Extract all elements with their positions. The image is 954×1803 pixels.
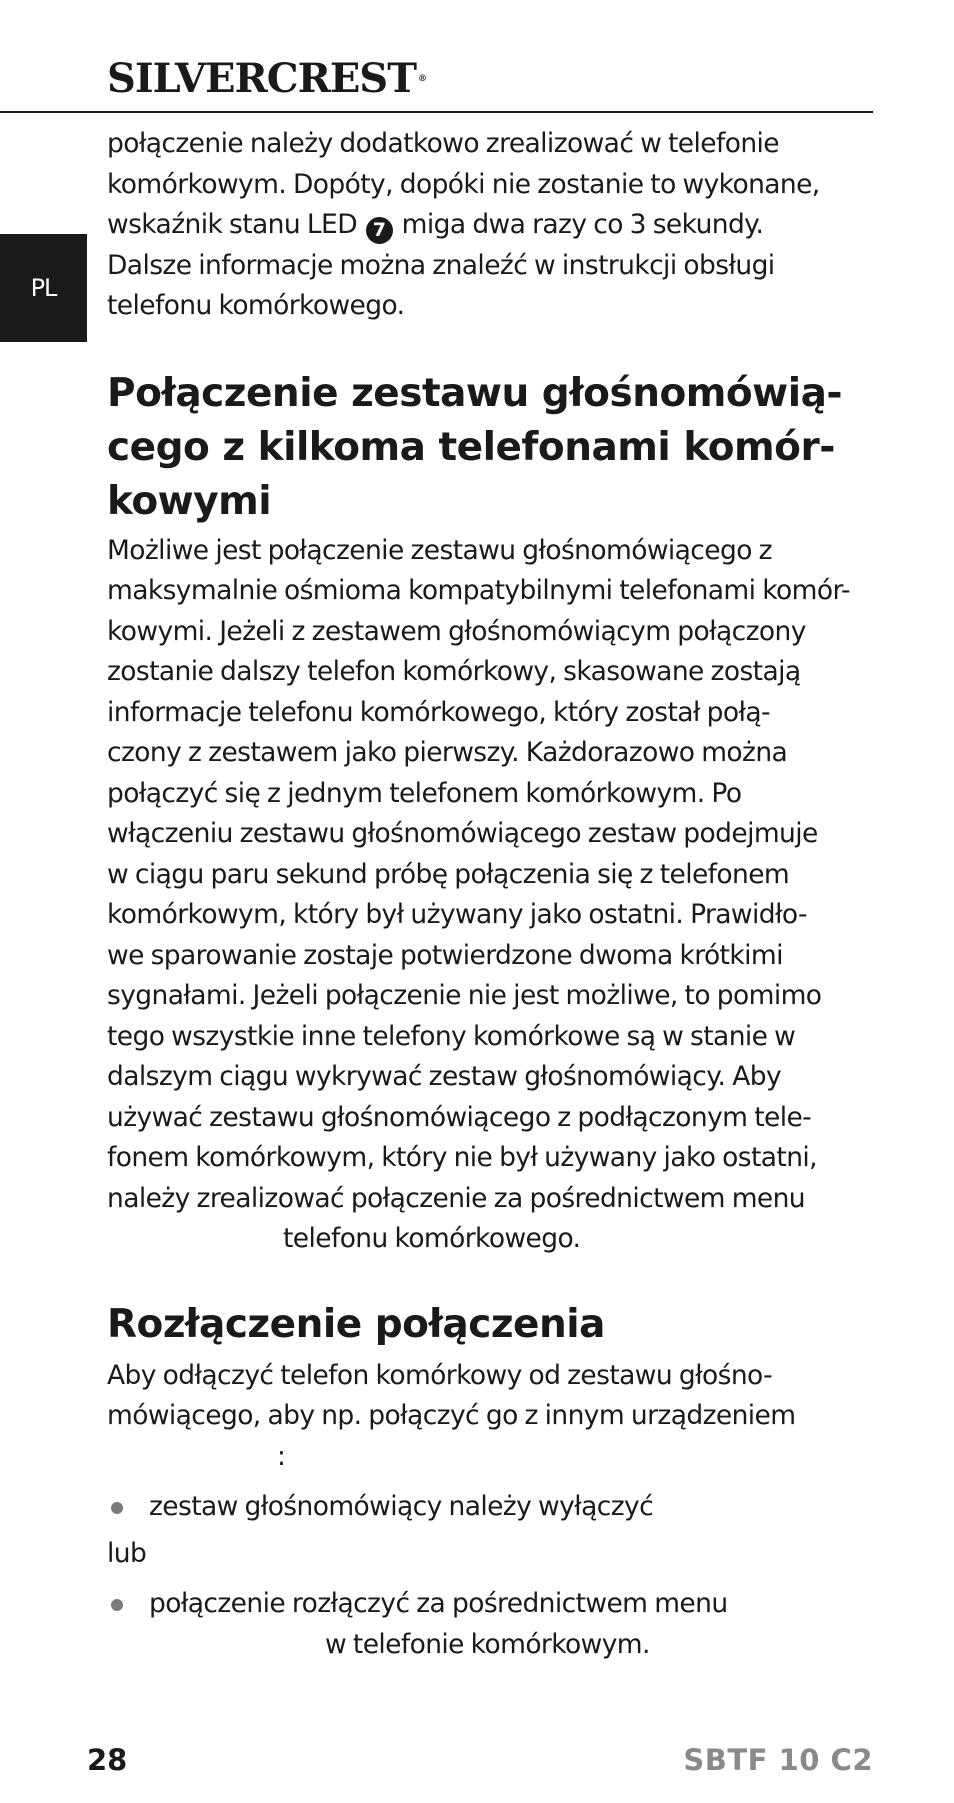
text-line: tego wszystkie inne telefony komórkowe są w stanie w: [107, 1020, 796, 1052]
bullet-text: połączenie rozłączyć za pośrednictwem menu w telefonie komórkowym.: [149, 1588, 728, 1660]
text-line: używać zestawu głośnomówiącego z podłączonym tele-: [107, 1101, 812, 1133]
text-line: informacje telefonu komórkowego, który został połą-: [107, 696, 771, 728]
section1-paragraph: [107, 531, 851, 1260]
text-line: w ciągu paru sekund próbę połączenia się z telefonem: [107, 858, 790, 890]
page-number: 28: [87, 1743, 128, 1777]
text-line: sygnałami. Jeżeli połączenie nie jest możliwe, to pomimo: [107, 980, 822, 1011]
led-number-badge: 7: [366, 217, 393, 244]
text-line: czony z zestawem jako pierwszy. Każdorazowo można: [107, 737, 788, 768]
text-line: komórkowym, który był używany jako ostatni. Prawidło-: [107, 899, 807, 930]
text-line: Dalsze informacje można znaleźć w instrukcji obsługi: [107, 249, 775, 281]
model-number: SBTF 10 C2: [683, 1743, 873, 1777]
text-line: połączenie należy dodatkowo zrealizować w telefonie: [107, 128, 779, 159]
header-rule: [0, 111, 873, 113]
bullet-item: [107, 1487, 847, 1528]
text-line: mówiącego, aby np. połączyć go z innym urządzeniem: [107, 1400, 796, 1431]
section2-paragraph: [107, 1356, 847, 1478]
page-content: [107, 124, 851, 1665]
silvercrest-logo: SILVERCREST ®: [107, 55, 426, 102]
bullet-text: zestaw głośnomówiący należy wyłączyć: [149, 1491, 654, 1522]
text-line: komórkowym. Dopóty, dopóki nie zostanie to wykonane,: [107, 168, 820, 200]
text-line: telefonu komórkowego.: [107, 290, 405, 321]
text-line: należy zrealizować połączenie za pośrednictwem menu: [107, 1182, 806, 1214]
intro-paragraph: [107, 124, 847, 327]
registered-mark: ®: [417, 74, 426, 84]
section-heading-disconnect: Rozłączenie połączenia: [107, 1301, 605, 1347]
language-tab: PL: [0, 234, 87, 342]
text-line: połączyć się z jednym telefonem komórkowym. Po: [107, 777, 742, 809]
bullet-icon: [111, 1599, 123, 1611]
bullet-icon: [111, 1502, 123, 1514]
text-line: fonem komórkowym, który nie był używany jako ostatni,: [107, 1142, 818, 1173]
text-line: zostanie dalszy telefon komórkowy, skasowane zostają: [107, 656, 801, 687]
text-line: włączeniu zestawu głośnomówiącego zestaw podejmuje: [107, 818, 818, 849]
text-line: telefonu komórkowego.: [283, 1223, 581, 1254]
text-line: kowymi. Jeżeli z zestawem głośnomówiącym połączony: [107, 615, 806, 647]
section-heading-multiple-phones: Połączenie zestawu głośnomówią- cego z kilkoma telefonami komór- kowymi: [107, 370, 843, 524]
bullet-item: [107, 1584, 847, 1665]
text-line: wskaźnik stanu LED 7 miga dwa razy co 3 sekundy.: [107, 205, 847, 246]
text-line: dalszym ciągu wykrywać zestaw głośnomówiący. Aby: [107, 1061, 782, 1092]
or-text: lub: [107, 1537, 147, 1569]
text-line: Aby odłączyć telefon komórkowy od zestawu głośno-: [107, 1359, 773, 1391]
text-line: maksymalnie ośmioma kompatybilnymi telefonami komór-: [107, 575, 851, 606]
text-line: Możliwe jest połączenie zestawu głośnomówiącego z: [107, 534, 772, 566]
text-line: :: [277, 1440, 286, 1472]
text-line: we sparowanie zostaje potwierdzone dwoma krótkimi: [107, 939, 783, 971]
